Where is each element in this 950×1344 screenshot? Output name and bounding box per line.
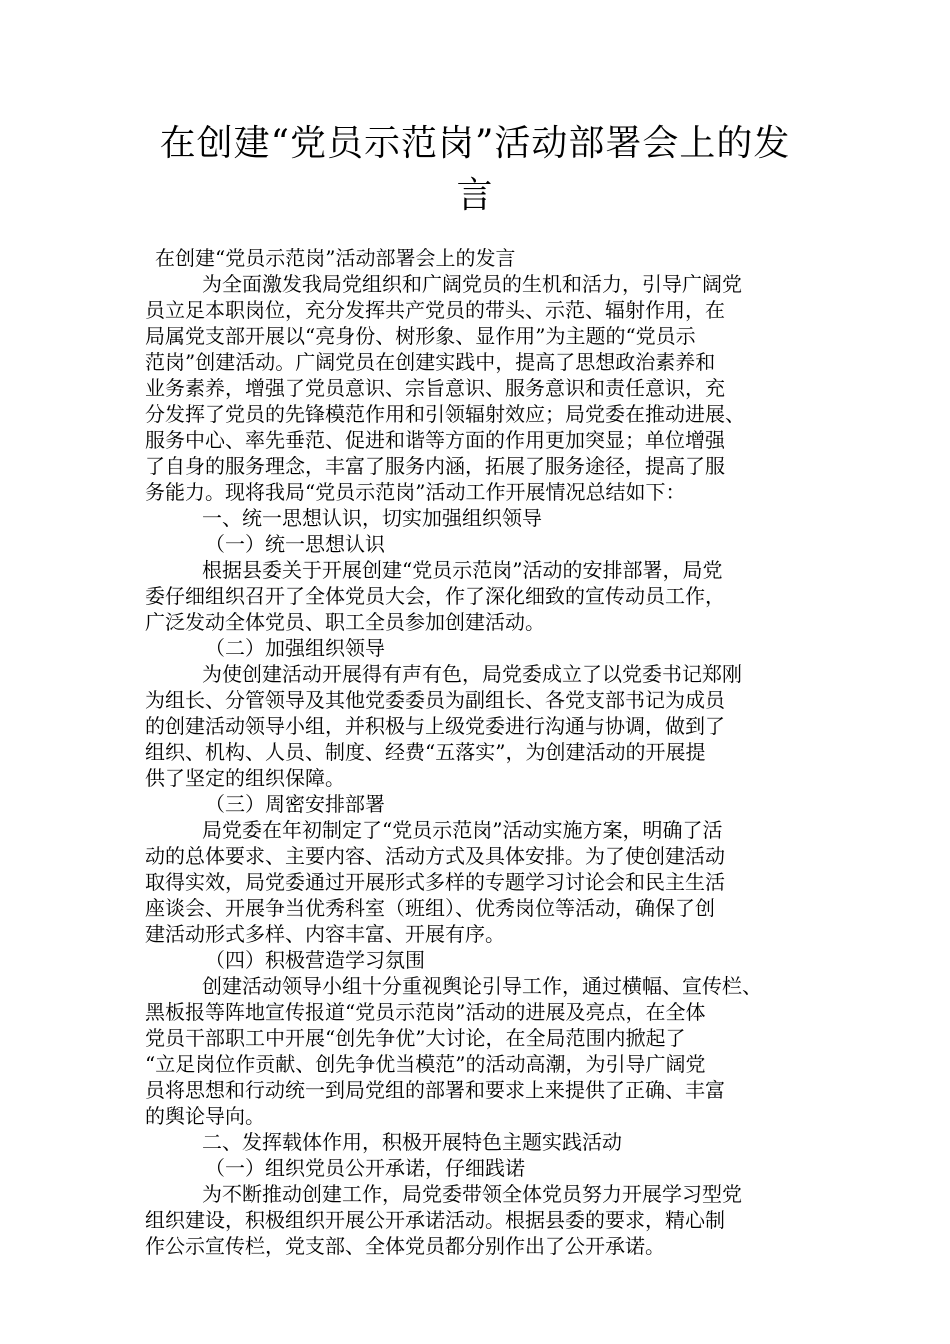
text-line: 一、统一思想认识，切实加强组织领导	[202, 506, 542, 530]
document-title-line-2: 言	[456, 175, 494, 216]
text-line: （一）统一思想认识	[205, 532, 385, 556]
text-line: （四）积极营造学习氛围	[205, 948, 425, 972]
text-line: 组织、机构、人员、制度、经费“五落实”，为创建活动的开展提	[145, 740, 706, 764]
text-line: 业务素养，增强了党员意识、宗旨意识、服务意识和责任意识，充	[145, 376, 725, 400]
document-body	[145, 245, 810, 1259]
text-line: 创建活动领导小组十分重视舆论引导工作，通过横幅、宣传栏、	[202, 974, 762, 998]
text-line: 分发挥了党员的先锋模范作用和引领辐射效应；局党委在推动进展、	[145, 402, 745, 426]
text-line: 为不断推动创建工作，局党委带领全体党员努力开展学习型党	[202, 1182, 742, 1206]
text-line: （二）加强组织领导	[205, 636, 385, 660]
text-line: 务能力。现将我局“党员示范岗”活动工作开展情况总结如下：	[145, 480, 686, 504]
text-line: 了自身的服务理念，丰富了服务内涵，拓展了服务途径，提高了服	[145, 454, 725, 478]
document-title-line-1: 在创建“党员示范岗”活动部署会上的发	[159, 123, 791, 164]
text-line: 供了坚定的组织保障。	[145, 766, 345, 790]
text-line: 组织建设，积极组织开展公开承诺活动。根据县委的要求，精心制	[145, 1208, 725, 1232]
text-line: 为组长、分管领导及其他党委委员为副组长、各党支部书记为成员	[145, 688, 725, 712]
text-line: （一）组织党员公开承诺，仔细践诺	[205, 1156, 525, 1180]
text-line: 黑板报等阵地宣传报道“党员示范岗”活动的进展及亮点，在全体	[145, 1000, 706, 1024]
text-line: 员立足本职岗位，充分发挥共产党员的带头、示范、辐射作用，在	[145, 298, 725, 322]
text-line: 动的总体要求、主要内容、活动方式及具体安排。为了使创建活动	[145, 844, 725, 868]
text-line: 服务中心、率先垂范、促进和谐等方面的作用更加突显；单位增强	[145, 428, 725, 452]
text-line: （三）周密安排部署	[205, 792, 385, 816]
text-line: 为全面激发我局党组织和广阔党员的生机和活力，引导广阔党	[202, 272, 742, 296]
text-line: 委仔细组织召开了全体党员大会，作了深化细致的宣传动员工作，	[145, 584, 725, 608]
text-line: 局党委在年初制定了“党员示范岗”活动实施方案，明确了活	[202, 818, 723, 842]
text-line: 党员干部职工中开展“创先争优”大讨论，在全局范围内掀起了	[145, 1026, 686, 1050]
text-line: 取得实效，局党委通过开展形式多样的专题学习讨论会和民主生活	[145, 870, 725, 894]
text-line: 的创建活动领导小组，并积极与上级党委进行沟通与协调，做到了	[145, 714, 725, 738]
text-line: 为使创建活动开展得有声有色，局党委成立了以党委书记郑刚	[202, 662, 742, 686]
text-line: 建活动形式多样、内容丰富、开展有序。	[145, 922, 505, 946]
text-line: “立足岗位作贡献、创先争优当模范”的活动高潮，为引导广阔党	[145, 1052, 706, 1076]
text-line: 作公示宣传栏，党支部、全体党员都分别作出了公开承诺。	[145, 1234, 665, 1258]
text-line: 根据县委关于开展创建“党员示范岗”活动的安排部署，局党	[202, 558, 723, 582]
text-line: 在创建“党员示范岗”活动部署会上的发言	[155, 246, 516, 270]
text-line: 员将思想和行动统一到局党组的部署和要求上来提供了正确、丰富	[145, 1078, 725, 1102]
document-title	[145, 118, 805, 222]
text-line: 范岗”创建活动。广阔党员在创建实践中，提高了思想政治素养和	[145, 350, 716, 374]
text-line: 局属党支部开展以“亮身份、树形象、显作用”为主题的“党员示	[145, 324, 696, 348]
text-line: 座谈会、开展争当优秀科室（班组）、优秀岗位等活动，确保了创	[145, 896, 715, 920]
text-line: 的舆论导向。	[145, 1104, 265, 1128]
text-line: 广泛发动全体党员、职工全员参加创建活动。	[145, 610, 545, 634]
text-line: 二、发挥载体作用，积极开展特色主题实践活动	[202, 1130, 622, 1154]
